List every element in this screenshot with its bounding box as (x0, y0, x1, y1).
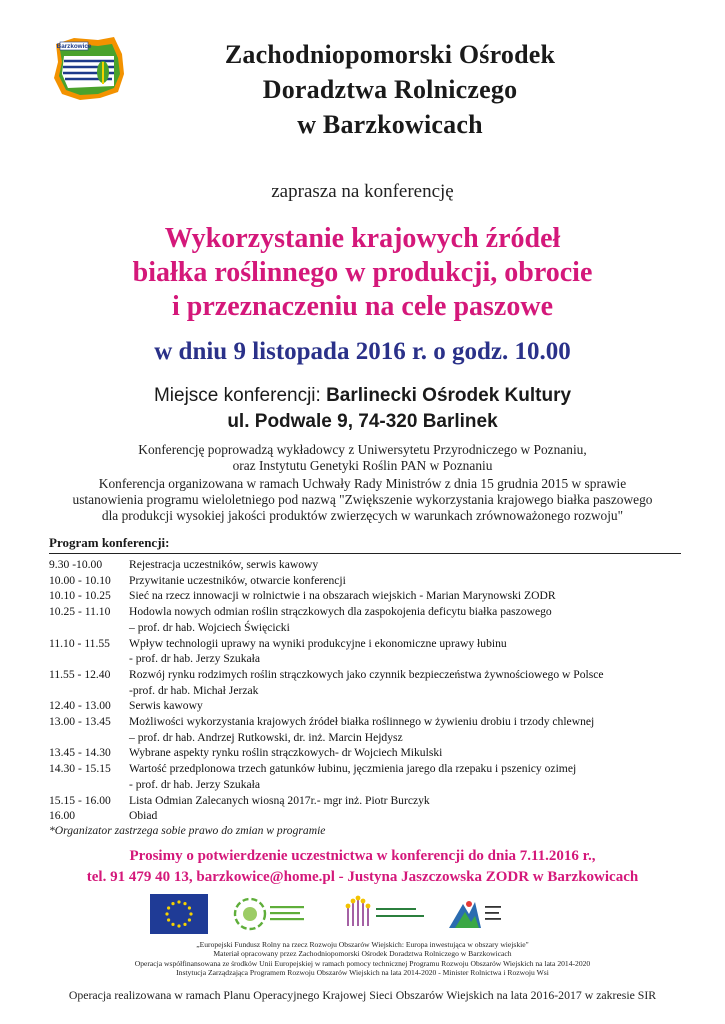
conference-place (0, 385, 725, 407)
conference-title (0, 222, 725, 324)
program-row (49, 793, 604, 809)
funding-line3: Operacja współfinansowana ze środków Unii Europejskiej w ramach pomocy technicznej Programu Rozwoju Obszarów Wiejskich na lata 2014-2020 (134, 958, 591, 968)
org-name-line3: w Barzkowicach (297, 110, 483, 139)
program-time: 10.25 - 11.10 (49, 605, 111, 619)
program-row (49, 745, 604, 761)
rsvp-contact-line: tel. 91 479 40 13, barzkowice@home.pl - Justyna Jaszczowska ZODR w Barzkowicach (86, 869, 639, 885)
program-description: – prof. dr hab. Wojciech Święcicki (129, 620, 290, 634)
ksow-logo (340, 894, 435, 934)
program-row (49, 808, 604, 824)
program-time: 11.55 - 12.40 (49, 667, 111, 681)
footer-text: Operacja realizowana w ramach Planu Operacyjnego Krajowej Sieci Obszarów Wiejskich na lata 2016-2017 w zakresie SIR (68, 988, 657, 1002)
program-divider (49, 553, 681, 554)
program-description: Przywitanie uczestników, otwarcie konferencji (129, 573, 346, 587)
program-time: 16.00 (49, 809, 76, 823)
program-description: Wartość przedplonowa trzech gatunków łubinu, jęczmienia jarego dla rzepaku i pszenicy ozimej (129, 762, 577, 776)
lecturers-line2: oraz Instytutu Genetyki Roślin PAN w Poznaniu (232, 458, 493, 473)
place-name: Barlinecki Ośrodek Kultury (326, 385, 572, 406)
program-time: 10.10 - 10.25 (49, 589, 111, 603)
organization-info (0, 476, 725, 524)
program-time: 10.00 - 10.10 (49, 573, 111, 587)
invitation-text: zaprasza na konferencję (271, 181, 454, 202)
program-row (49, 636, 604, 652)
place-prefix: Miejsce konferencji: (153, 385, 321, 406)
program-time: 9.30 -10.00 (49, 558, 103, 571)
program-row (49, 667, 604, 683)
program-time: 15.15 - 16.00 (49, 793, 111, 807)
rsvp-info (0, 846, 725, 888)
program-description: Serwis kawowy (129, 699, 203, 713)
place-address: ul. Podwale 9, 74-320 Barlinek (227, 411, 498, 432)
program-row (49, 604, 604, 620)
org-header (130, 37, 650, 142)
program-row (49, 573, 604, 589)
program-row (49, 761, 604, 777)
program-row (49, 683, 604, 699)
title-line3: i przeznaczeniu na cele paszowe (171, 291, 554, 322)
lecturers-line1: Konferencję poprowadzą wykładowcy z Uniwersytetu Przyrodniczego w Poznaniu, (138, 442, 587, 457)
program-time: 12.40 - 13.00 (49, 699, 111, 713)
program-description: Rozwój rynku rodzimych roślin strączkowych jako czynnik bezpieczeństwa żywnościowego w Polsce (129, 667, 604, 681)
program-note: *Organizator zastrzega sobie prawo do zmian w programie (49, 824, 326, 837)
organized-line2: ustanowienia programu wieloletniego pod nazwą "Zwiększenie wykorzystania krajowego białka paszowego (72, 492, 653, 507)
funding-line1: „Europejski Fundusz Rolny na rzecz Rozwoju Obszarów Wiejskich: Europa inwestująca w obszary wiejskie" (196, 940, 529, 949)
program-row (49, 714, 604, 730)
program-description: Hodowla nowych odmian roślin strączkowych dla zaspokojenia deficytu białka paszowego (129, 605, 552, 619)
program-row (49, 620, 604, 636)
program-description: – prof. dr hab. Andrzej Rutkowski, dr. inż. Marcin Hejdysz (129, 730, 403, 744)
program-description: Wpływ technologii uprawy na wyniki produkcyjne i ekonomiczne uprawy łubinu (129, 636, 507, 650)
logo-label: Barzkowice (56, 43, 92, 51)
funding-line2: Materiał opracowany przez Zachodniopomorski Ośrodek Doradztwa Rolniczego w Barzkowicach (213, 949, 512, 959)
program-description: - prof. dr hab. Jerzy Szukała (129, 777, 261, 791)
program-description: Możliwości wykorzystania krajowych źródeł białka roślinnego w żywieniu drobiu i trzody chlewnej (129, 715, 595, 729)
funding-line4: Instytucja Zarządzająca Programem Rozwoju Obszarów Wiejskich na lata 2014-2020 - Minister Rolnictwa i Rozwoju Wsi (176, 968, 549, 978)
eu-flag-logo (150, 894, 208, 934)
zodr-logo (48, 34, 128, 106)
title-line1: Wykorzystanie krajowych źródeł (164, 223, 561, 254)
title-line2: białka roślinnego w produkcji, obrocie (132, 257, 593, 288)
program-description: Wybrane aspekty rynku roślin strączkowych- dr Wojciech Mikulski (129, 746, 443, 760)
program-list (49, 557, 604, 824)
program-description: Rejestracja uczestników, serwis kawowy (129, 558, 319, 571)
organized-line3: dla produkcji wysokiej jakości produktów zwierzęcych w warunkach zrównoważonego rozwoju" (101, 508, 624, 523)
org-name-line2: Doradztwa Rolniczego (262, 75, 518, 104)
program-row (49, 557, 604, 573)
program-time: 11.10 - 11.55 (49, 636, 110, 650)
program-description: Obiad (129, 809, 158, 823)
organized-line1: Konferencja organizowana w ramach Uchwały Rady Ministrów z dnia 15 grudnia 2015 w sprawie (98, 476, 627, 491)
program-row (49, 730, 604, 746)
program-time: 13.00 - 13.45 (49, 715, 111, 729)
program-description: - prof. dr hab. Jerzy Szukała (129, 652, 261, 666)
lecturers-info (0, 442, 725, 474)
program-row (49, 698, 604, 714)
rsvp-line1: Prosimy o potwierdzenie uczestnictwa w konferencji do dnia 7.11.2016 r., (129, 848, 596, 864)
prow-logo (445, 894, 505, 934)
conference-date: w dniu 9 listopada 2016 r. o godz. 10.00 (154, 338, 571, 365)
program-row (49, 651, 604, 667)
program-time: 14.30 - 15.15 (49, 762, 111, 776)
funding-info (0, 940, 725, 978)
program-row (49, 588, 604, 604)
program-description: -prof. dr hab. Michał Jerzak (129, 683, 259, 697)
program-heading: Program konferencji: (49, 535, 170, 550)
org-name-line1: Zachodniopomorski Ośrodek (224, 40, 556, 69)
program-description: Lista Odmian Zalecanych wiosną 2017r.- mgr inż. Piotr Burczyk (129, 793, 430, 807)
program-time: 13.45 - 14.30 (49, 746, 111, 760)
program-row (49, 777, 604, 793)
sir-network-logo (232, 894, 310, 934)
program-description: Sieć na rzecz innowacji w rolnictwie i na obszarach wiejskich - Marian Marynowski ZODR (129, 589, 556, 603)
